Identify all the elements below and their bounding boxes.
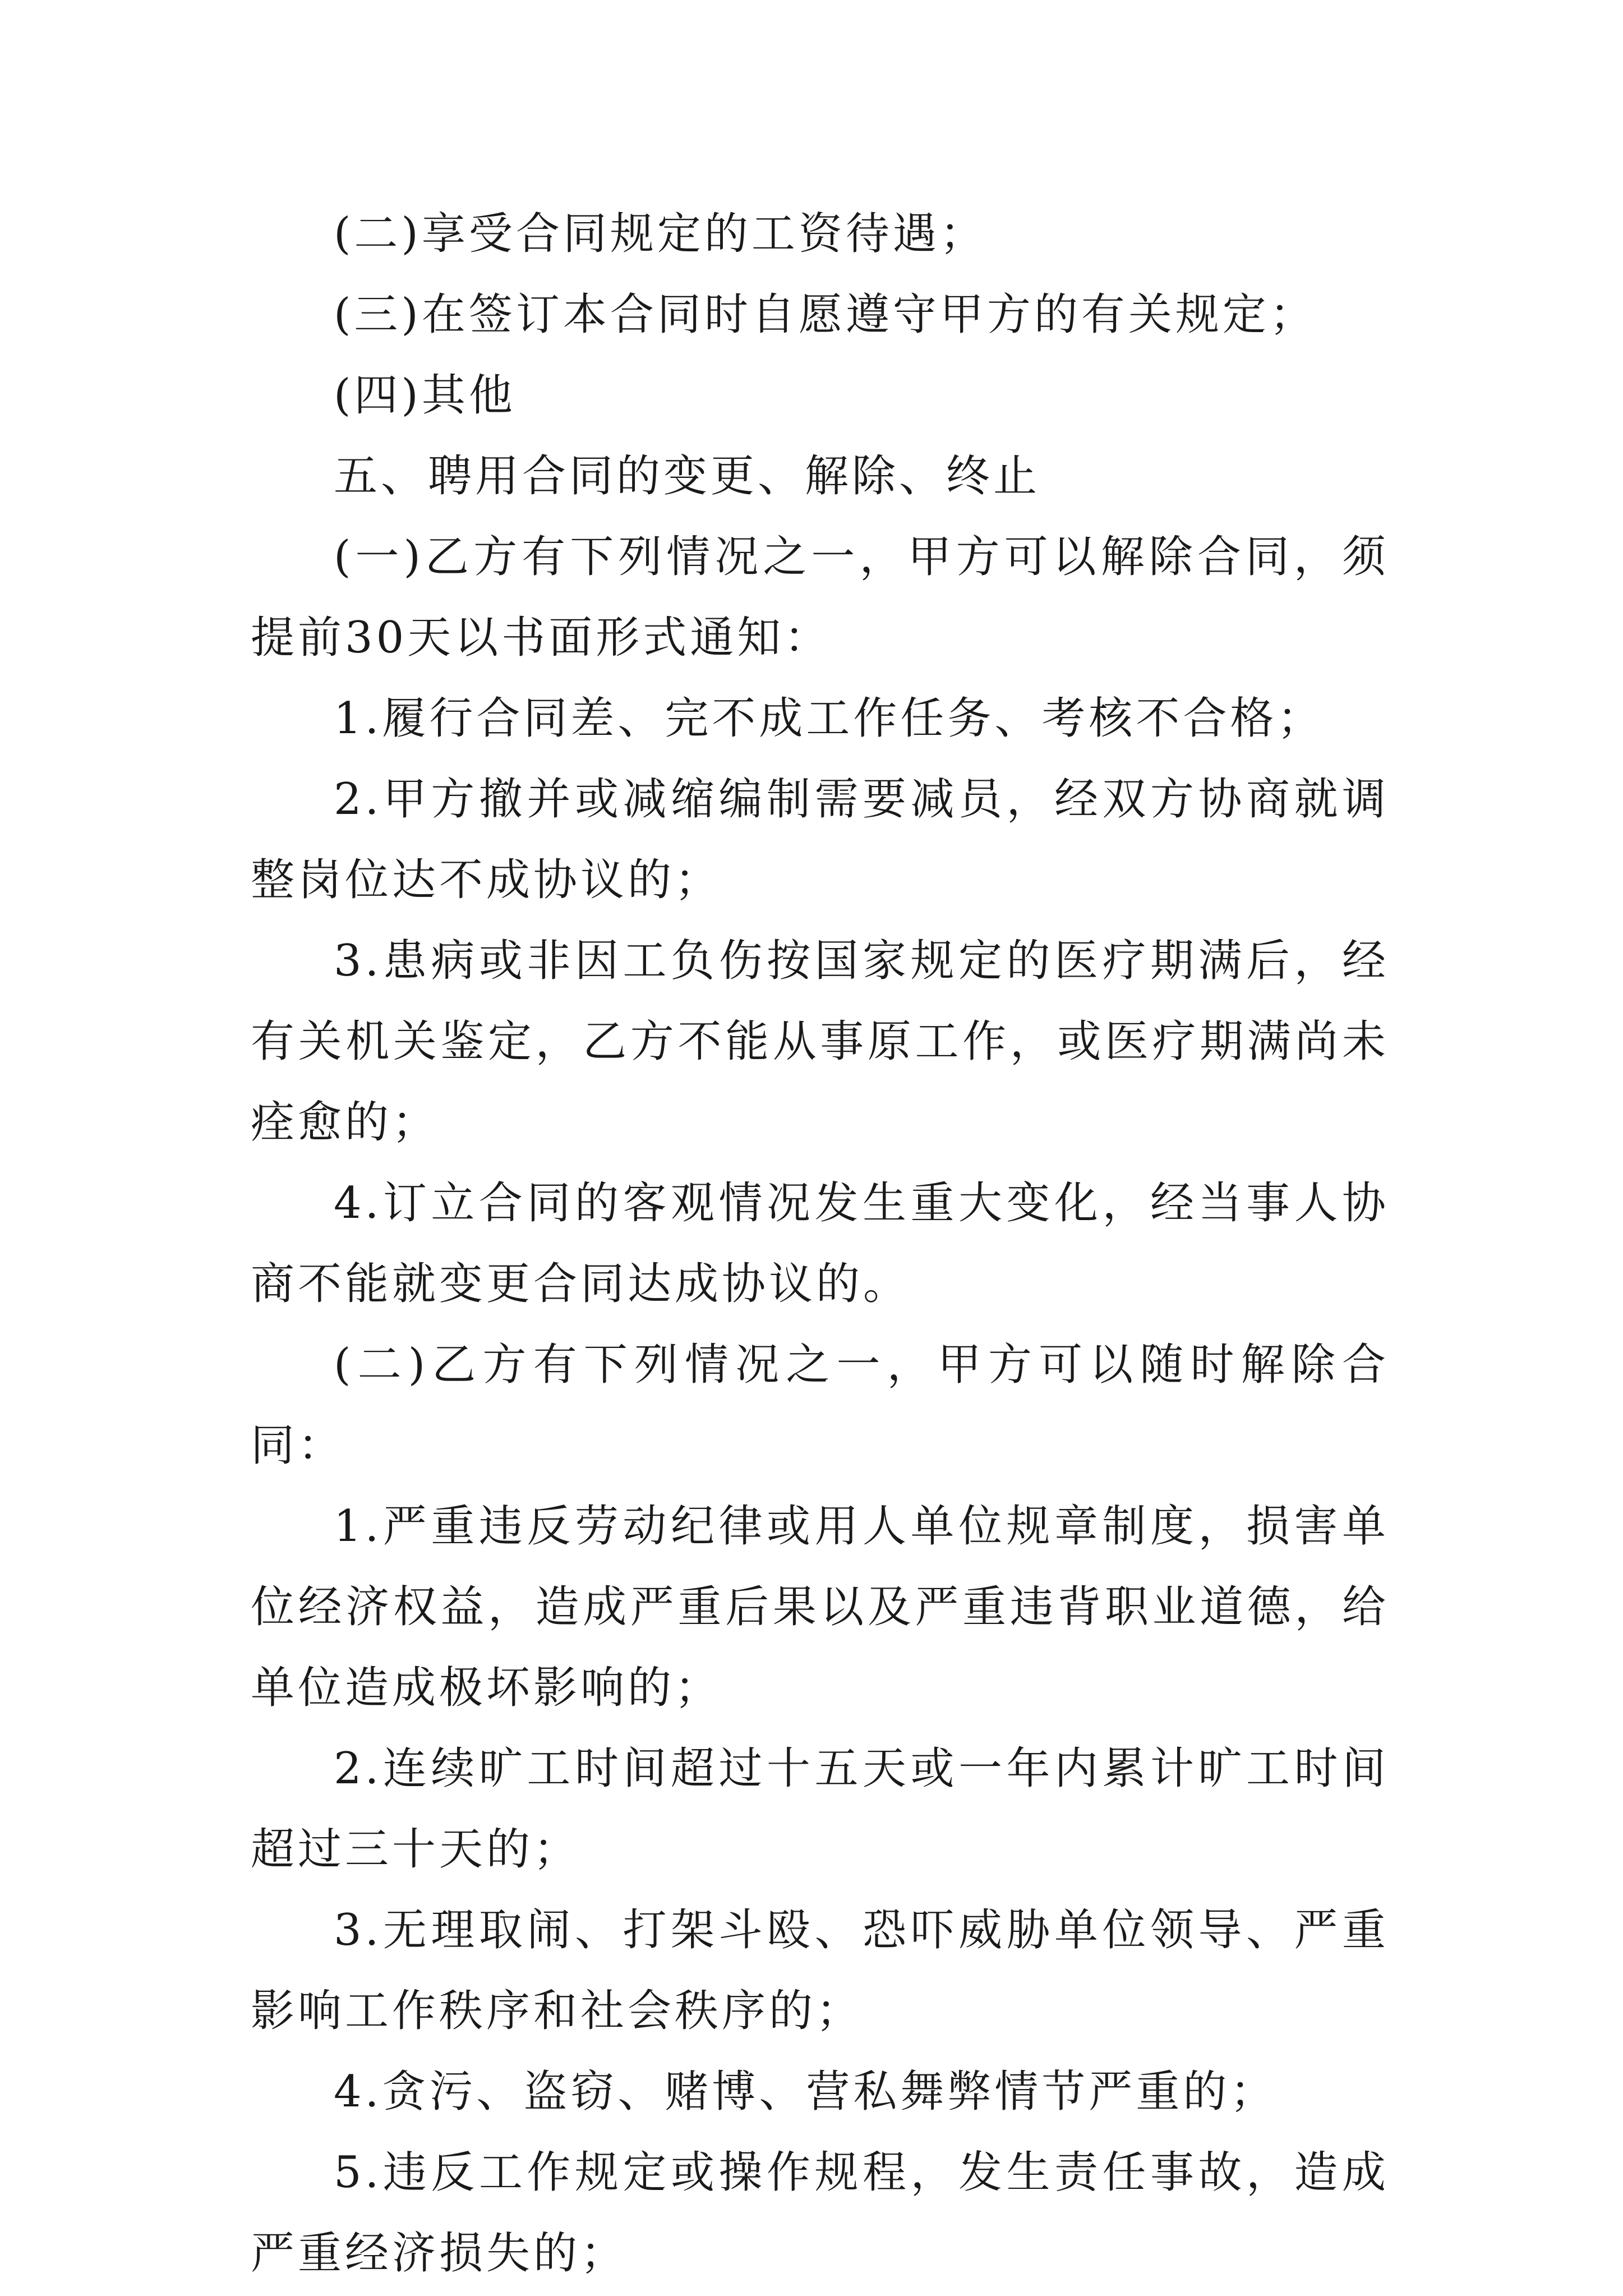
list-item: 1.履行合同差、完不成工作任务、考核不合格； [334,693,1325,744]
list-item: 1.严重违反劳动纪律或用人单位规章制度，损害单位经济权益，造成严重后果以及严重违背职业道德，给单位造成极坏影响的； [251,1501,1389,1713]
list-item: 2.连续旷工时间超过十五天或一年内累计旷工时间超过三十天的； [251,1743,1389,1875]
paragraph-rights-salary: (二)享受合同规定的工资待遇； [334,209,987,259]
section-heading-termination: 五、聘用合同的变更、解除、终止 [334,451,1041,501]
list-item: 5.违反工作规定或操作规程，发生责任事故，造成严重经济损失的； [251,2147,1389,2279]
list-item: 3.无理取闹、打架斗殴、恐吓威胁单位领导、严重影响工作秩序和社会秩序的； [251,1905,1389,2036]
list-item: 2.甲方撤并或减缩编制需要减员，经双方协商就调整岗位达不成协议的； [251,774,1389,905]
paragraph-termination-immediate: (二)乙方有下列情况之一，甲方可以随时解除合同： [251,1340,1389,1471]
paragraph-termination-notice: (一)乙方有下列情况之一，甲方可以解除合同，须提前30天以书面形式通知： [251,532,1389,663]
paragraph-rights-other: (四)其他 [334,370,516,421]
list-item: 3.患病或非因工负伤按国家规定的医疗期满后，经有关机关鉴定，乙方不能从事原工作，或医疗期满尚未痊愈的； [251,936,1389,1148]
list-item: 4.订立合同的客观情况发生重大变化，经当事人协商不能就变更合同达成协议的。 [251,1178,1389,1309]
paragraph-rights-rules: (三)在签订本合同时自愿遵守甲方的有关规定； [334,289,1317,340]
list-item: 4.贪污、盗窃、赌博、营私舞弊情节严重的； [334,2067,1278,2117]
document-body [251,194,1389,2294]
